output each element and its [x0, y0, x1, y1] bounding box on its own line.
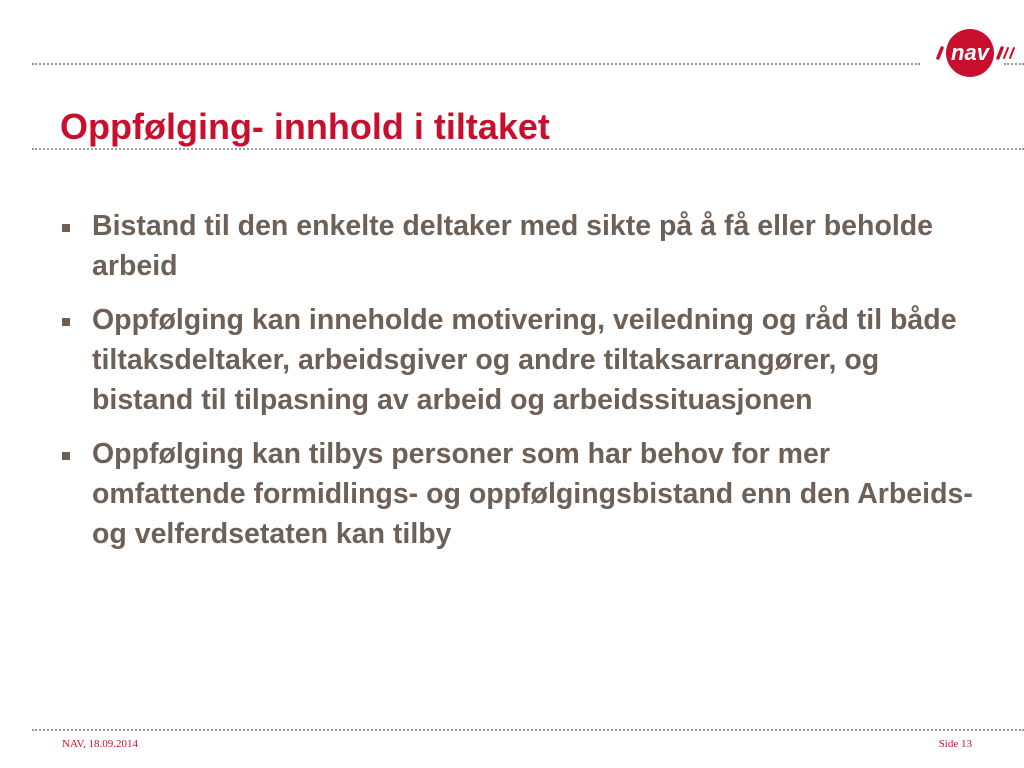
square-bullet-icon	[62, 452, 70, 460]
header-top-divider	[32, 63, 920, 65]
square-bullet-icon	[62, 318, 70, 326]
bullet-item	[62, 300, 987, 420]
nav-logo-wordmark: nav	[951, 40, 989, 65]
bullet-item	[62, 206, 987, 286]
bullet-list	[62, 206, 987, 568]
bullet-text: Bistand til den enkelte deltaker med sikte på å få eller beholde arbeid	[92, 210, 934, 282]
footer-divider	[32, 729, 1024, 731]
nav-logo-icon	[926, 28, 1018, 78]
bullet-text: Oppfølging kan tilbys personer som har behov for mer omfattende formidlings- og oppfølgingsbistand enn den Arbeids- og velferdsetaten kan tilby	[92, 438, 973, 550]
footer-page-number: Side 13	[938, 738, 972, 750]
bullet-item	[62, 434, 987, 554]
square-bullet-icon	[62, 224, 70, 232]
slide-title: Oppfølging- innhold i tiltaket	[60, 106, 550, 147]
footer-org-date: NAV, 18.09.2014	[62, 738, 138, 750]
title-divider	[32, 148, 1024, 150]
bullet-text: Oppfølging kan inneholde motivering, veiledning og råd til både tiltaksdeltaker, arbeidsgiver og andre tiltaksarrangører, og bistand til tilpasning av arbeid og arbeidssituasjonen	[92, 304, 957, 416]
